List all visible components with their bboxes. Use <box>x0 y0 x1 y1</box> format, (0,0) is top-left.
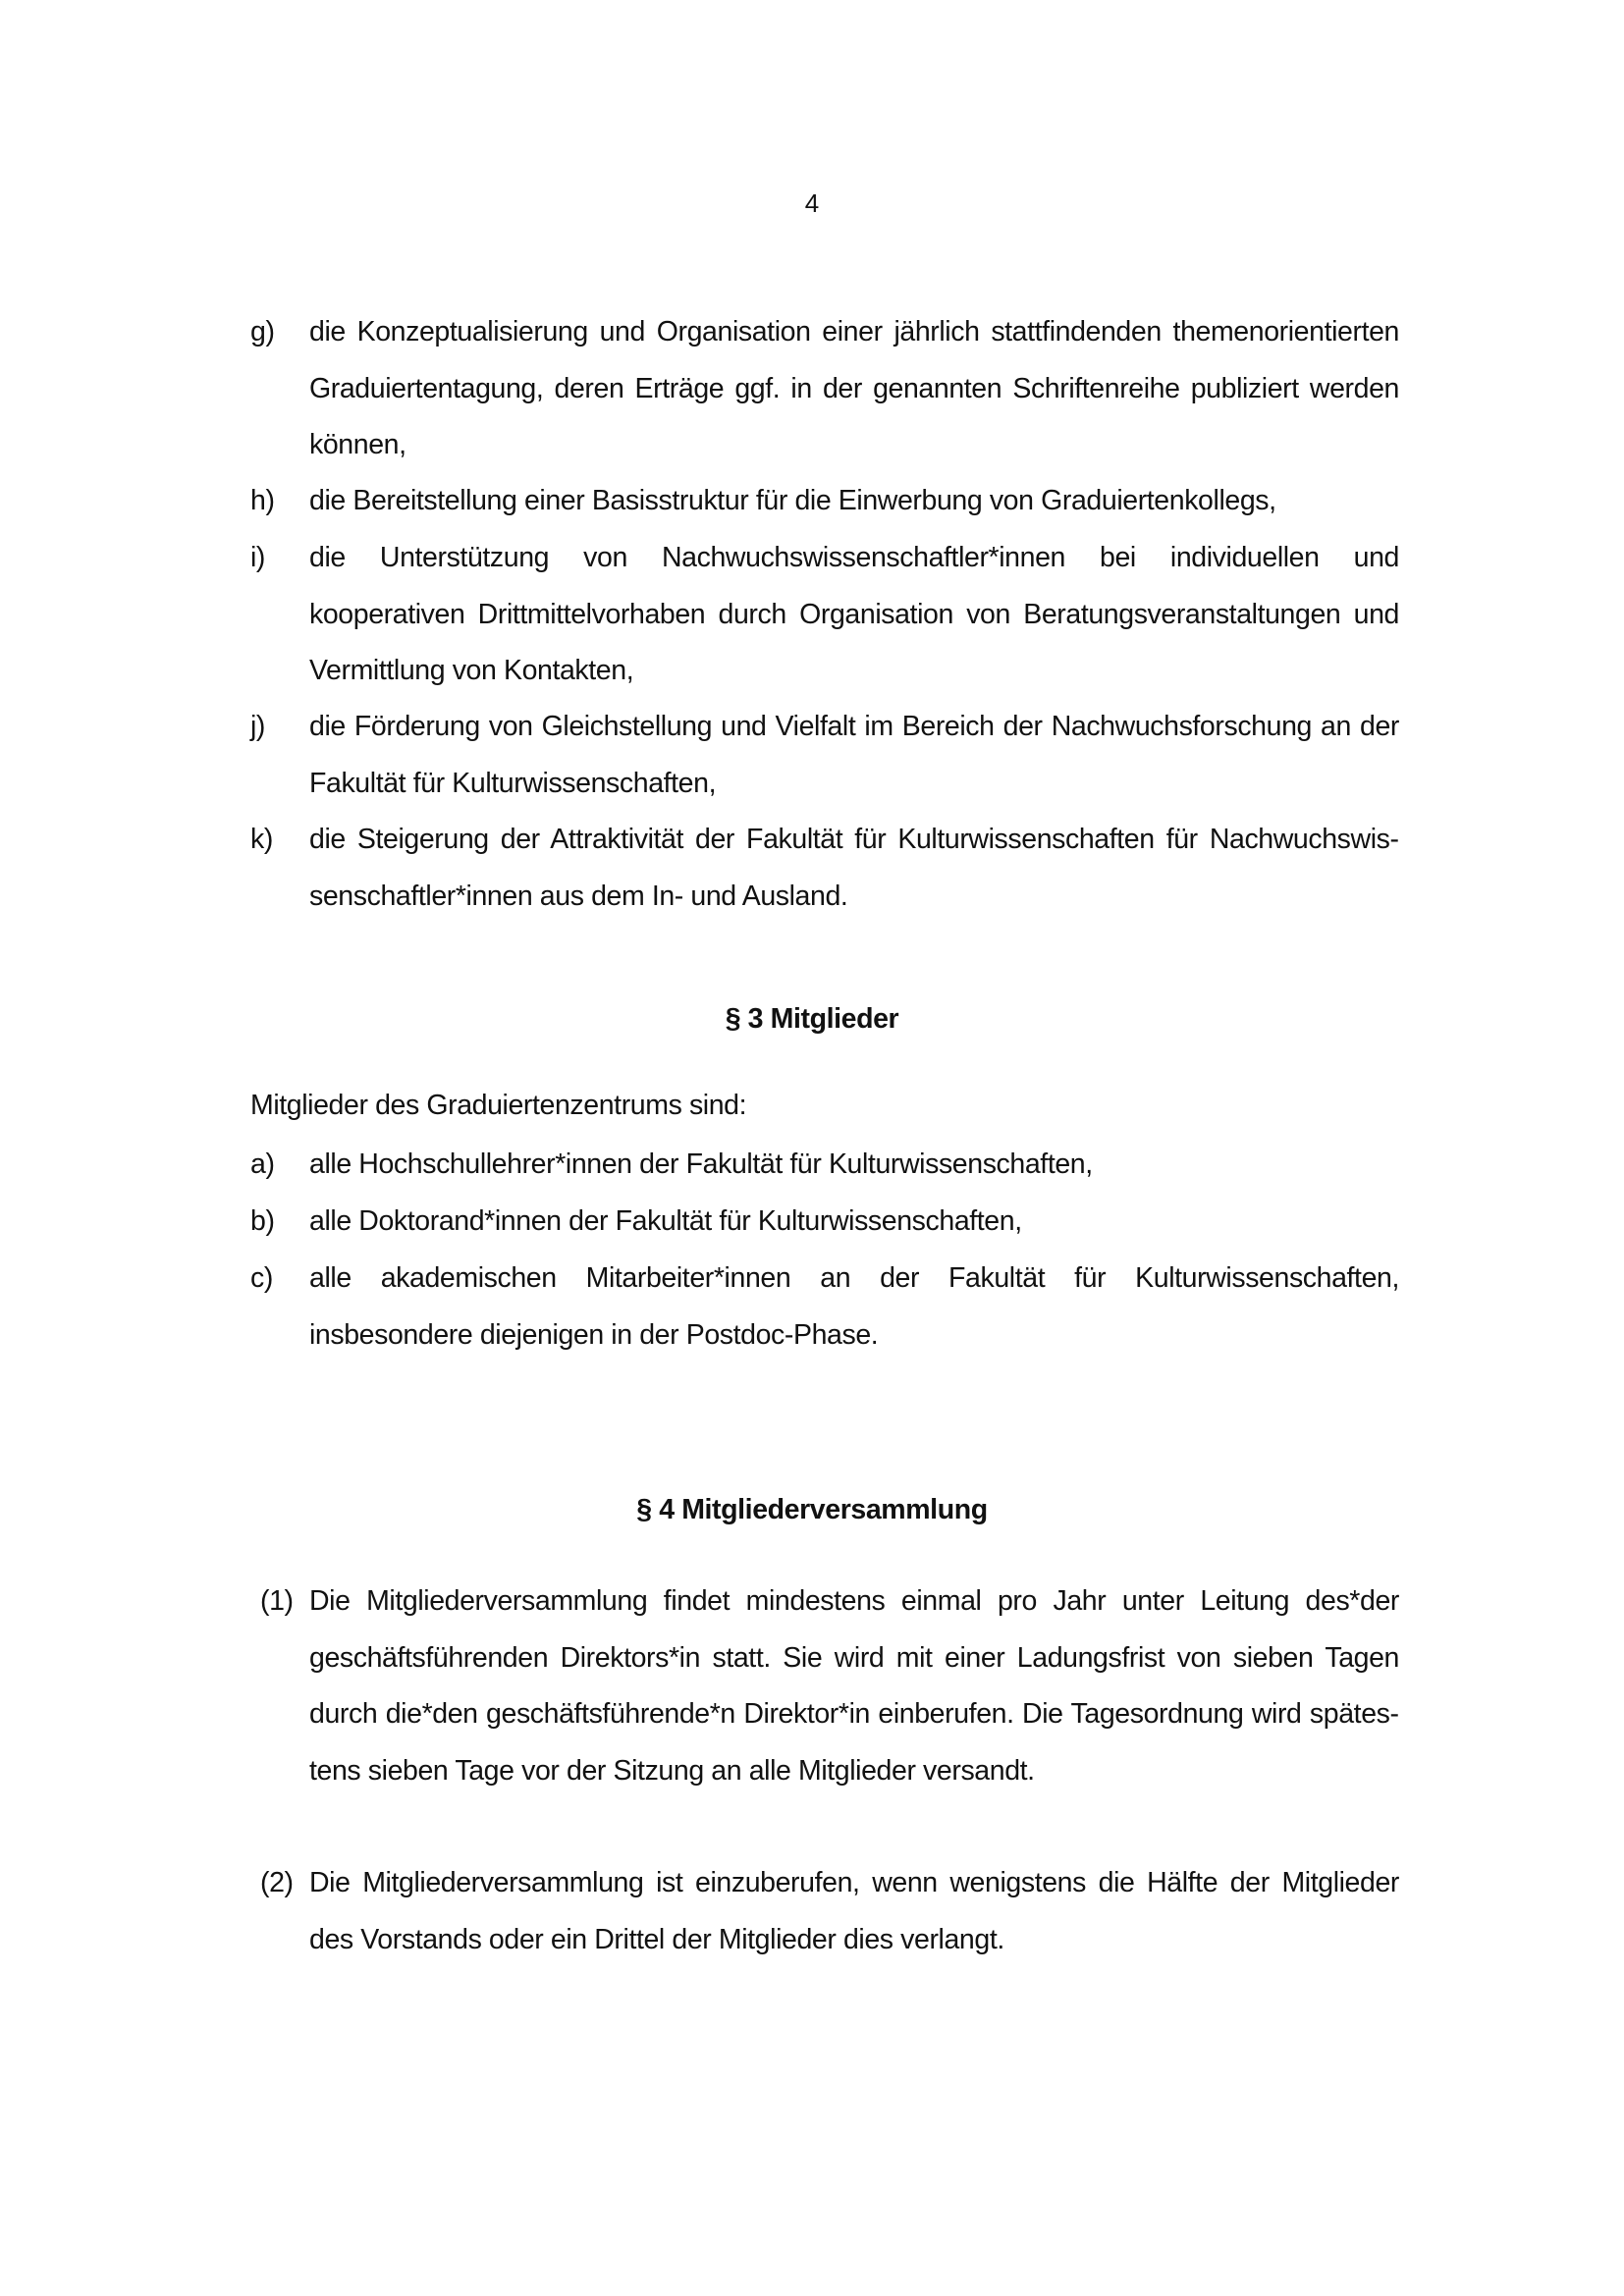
list-item-label: h) <box>250 485 275 516</box>
list-item-label: k) <box>250 824 273 855</box>
section-3-intro: Mitglieder des Graduiertenzentrums sind: <box>250 1090 747 1121</box>
list-item-k <box>250 812 1399 925</box>
list-item-label: j) <box>250 711 266 742</box>
list-item-h <box>250 473 1399 530</box>
list-item-label: b) <box>250 1205 275 1237</box>
list-item-text: die Unterstützung von Nachwuchswissenschaftler*innen bei individuellen und kooperativen Drittmittelvorhaben durch Organisation von Beratungsveranstaltungen und Vermittlung von Kontakten, <box>309 542 1399 686</box>
section-3-heading: § 3 Mitglieder <box>725 1003 899 1035</box>
member-item-c <box>250 1251 1399 1363</box>
paragraph-text: Die Mitgliederversammlung ist einzuberufen, wenn wenigstens die Hälfte der Mitglieder des Vorstands oder ein Drittel der Mitglieder dies verlangt. <box>309 1867 1399 1955</box>
list-item-label: i) <box>250 542 266 573</box>
list-item-text: alle akademischen Mitarbeiter*innen an der Fakultät für Kulturwissenschaften, insbesondere diejenigen in der Postdoc-Phase. <box>309 1262 1399 1351</box>
list-item-text: alle Hochschullehrer*innen der Fakultät für Kulturwissenschaften, <box>309 1148 1093 1180</box>
member-item-a <box>250 1137 1399 1194</box>
list-item-label: g) <box>250 316 275 347</box>
list-item-label: a) <box>250 1148 275 1180</box>
section-4-heading: § 4 Mitgliederversammlung <box>636 1494 988 1525</box>
member-item-b <box>250 1194 1399 1251</box>
list-item-text: alle Doktorand*innen der Fakultät für Kulturwissenschaften, <box>309 1205 1022 1237</box>
section-4-paragraph-1 <box>260 1574 1399 1799</box>
paragraph-label: (1) <box>260 1585 294 1617</box>
section-4-paragraph-2 <box>260 1855 1399 1968</box>
list-item-g <box>250 304 1399 474</box>
list-item-j <box>250 699 1399 812</box>
list-item-i <box>250 530 1399 700</box>
list-item-text: die Steigerung der Attraktivität der Fakultät für Kulturwissenschaften für Nachwuchswissenschaftler*innen aus dem In- und Ausland. <box>309 824 1399 912</box>
list-item-text: die Konzeptualisierung und Organisation einer jährlich stattfindenden themenorientierten Graduiertentagung, deren Erträge ggf. in der genannten Schriftenreihe publiziert werden können, <box>309 316 1399 460</box>
list-item-label: c) <box>250 1262 273 1294</box>
paragraph-text: Die Mitgliederversammlung findet mindestens einmal pro Jahr unter Leitung des*der geschäftsführenden Direktors*in statt. Sie wird mit einer Ladungsfrist von sieben Tagen durch die*den geschäftsführende*n Direktor*in einberufen. Die Tagesordnung wird spätestens sieben Tage vor der Sitzung an alle Mitglieder versandt. <box>309 1585 1399 1787</box>
list-item-text: die Bereitstellung einer Basisstruktur für die Einwerbung von Graduiertenkollegs, <box>309 485 1276 516</box>
paragraph-label: (2) <box>260 1867 294 1898</box>
list-item-text: die Förderung von Gleichstellung und Vielfalt im Bereich der Nachwuchsforschung an der Fakultät für Kulturwissenschaften, <box>309 711 1399 799</box>
page-number: 4 <box>804 188 820 218</box>
